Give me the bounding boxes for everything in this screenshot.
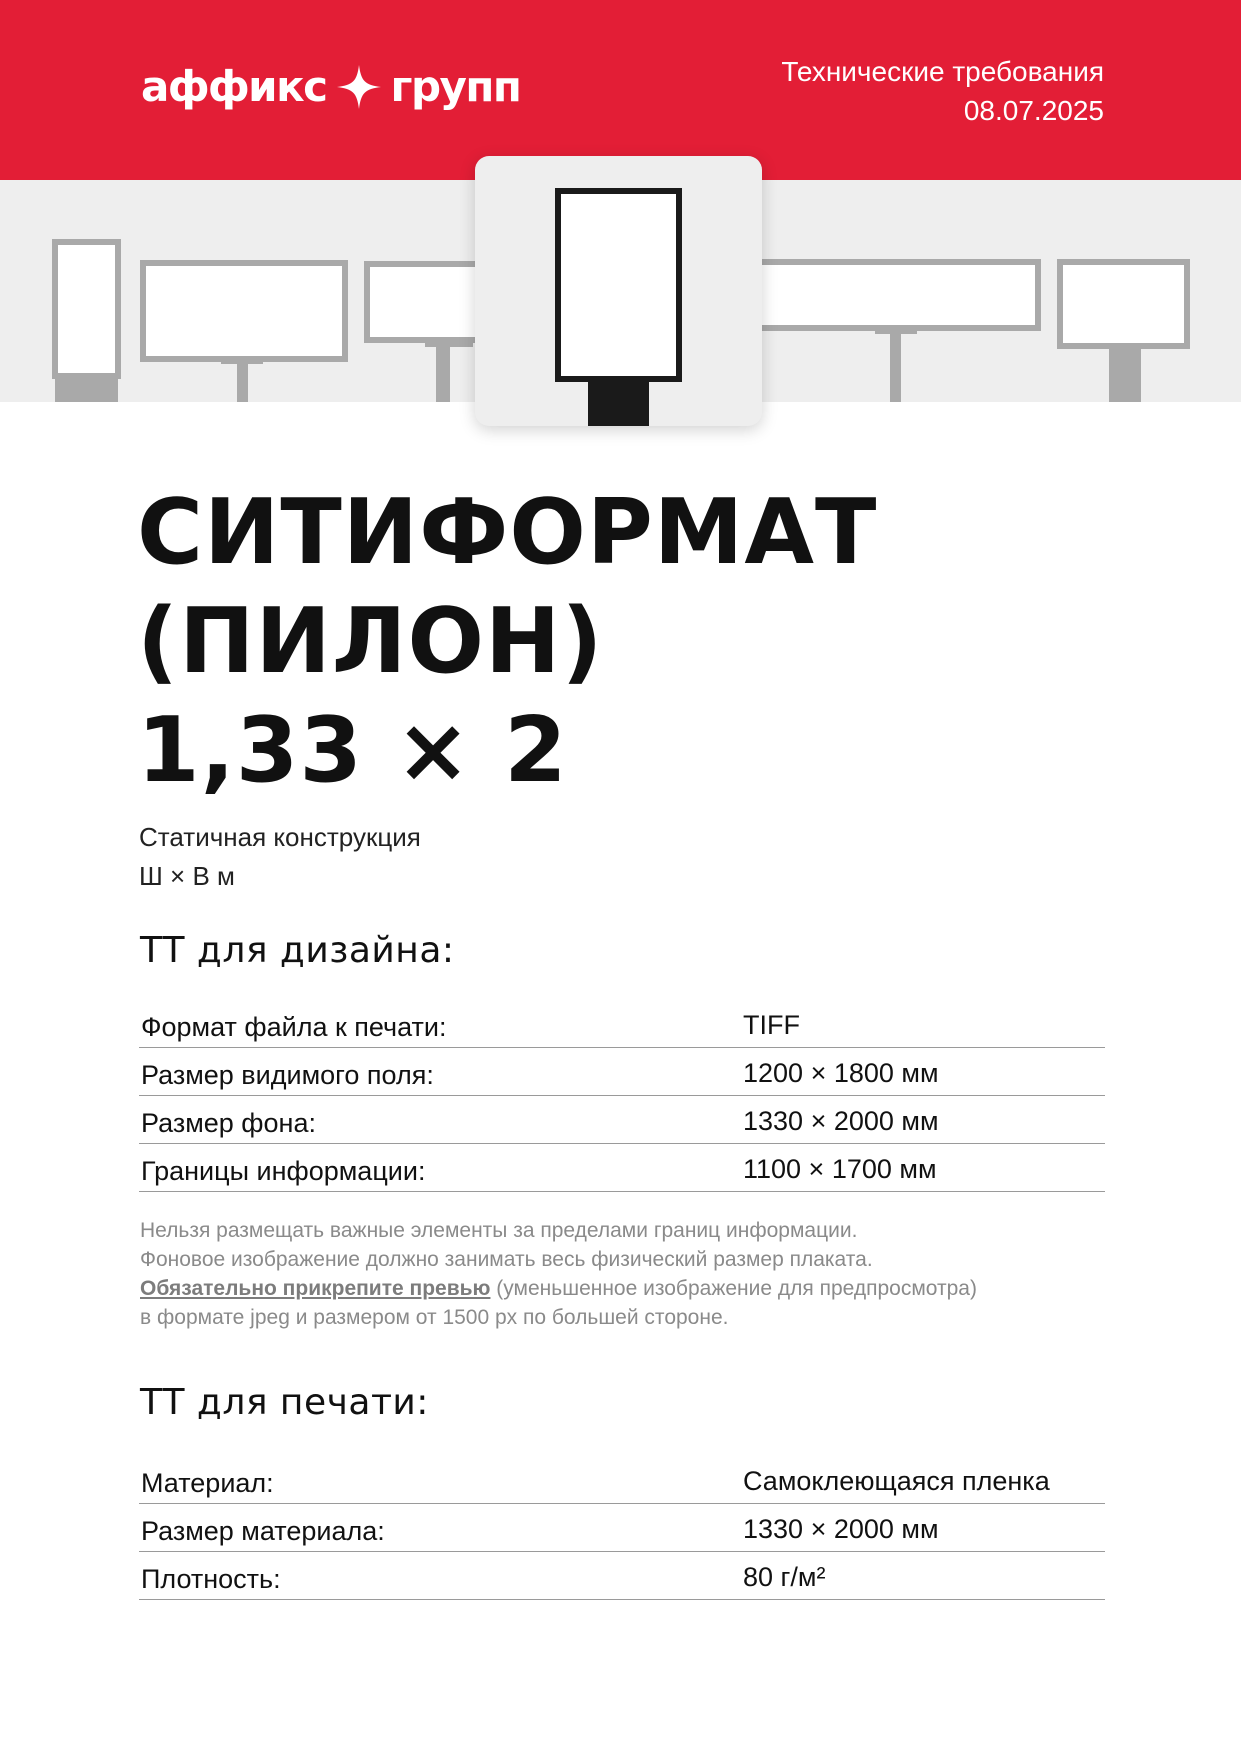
header-bar — [0, 0, 1241, 180]
document-info — [781, 52, 1104, 130]
spec-label: Формат файла к печати: — [141, 1012, 447, 1042]
logo-text-left: аффикс — [141, 62, 327, 111]
wide-billboard-outline-icon — [745, 262, 1038, 402]
print-section-heading: ТТ для печати: — [140, 1382, 429, 1423]
note-line: Фоновое изображение должно занимать весь физический размер плаката. — [140, 1248, 873, 1271]
billboard-right-outline-icon — [1060, 262, 1187, 402]
spec-label: Размер видимого поля: — [141, 1060, 434, 1090]
spec-row — [139, 1504, 1105, 1552]
spec-value: 1100 × 1700 мм — [743, 1154, 937, 1184]
note-line: Нельзя размещать важные элементы за пределами границ информации. — [140, 1219, 858, 1242]
spec-value: 1200 × 1800 мм — [743, 1058, 939, 1088]
spec-label: Границы информации: — [141, 1156, 426, 1186]
spec-value: TIFF — [743, 1010, 800, 1040]
subtitle — [139, 818, 421, 896]
construction-type: Статичная конструкция — [139, 822, 421, 852]
spec-value: Самоклеющаяся пленка — [743, 1466, 1050, 1496]
logo-text-right: групп — [390, 62, 521, 111]
note-line: в формате jpeg и размером от 1500 px по большей стороне. — [140, 1306, 729, 1329]
title-line-format: СИТИФОРМАТ — [137, 480, 878, 585]
spec-row — [139, 1552, 1105, 1600]
spec-value: 80 г/м² — [743, 1562, 826, 1592]
selected-format-card — [475, 156, 762, 426]
note-line — [140, 1274, 1100, 1303]
note-line-rest: (уменьшенное изображение для предпросмотра) — [490, 1277, 977, 1300]
dimensions-hint: Ш × В м — [139, 861, 235, 891]
spec-value: 1330 × 2000 мм — [743, 1106, 939, 1136]
spec-label: Размер фона: — [141, 1108, 316, 1138]
pylon-outline-icon — [55, 242, 118, 402]
print-spec-table — [139, 1456, 1105, 1600]
document-type: Технические требования — [781, 56, 1104, 87]
spec-row — [139, 1144, 1105, 1192]
design-note — [140, 1216, 1100, 1332]
design-spec-table — [139, 1000, 1105, 1192]
spec-row — [139, 1000, 1105, 1048]
spec-label: Материал: — [141, 1468, 274, 1498]
spec-label: Размер материала: — [141, 1516, 385, 1546]
page-title — [137, 478, 877, 805]
attach-preview-link[interactable]: Обязательно прикрепите превью — [140, 1277, 491, 1300]
spec-label: Плотность: — [141, 1564, 281, 1594]
title-line-type: (ПИЛОН) — [137, 589, 604, 694]
spec-row — [139, 1456, 1105, 1504]
spec-row — [139, 1048, 1105, 1096]
cityformat-pylon-icon — [475, 156, 762, 426]
design-section-heading: ТТ для дизайна: — [140, 930, 455, 971]
document-date: 08.07.2025 — [963, 95, 1104, 126]
spec-row — [139, 1096, 1105, 1144]
logo-sparkle-icon — [335, 63, 383, 111]
title-line-size: 1,33 × 2 — [137, 698, 568, 803]
company-logo — [141, 62, 520, 111]
spec-value: 1330 × 2000 мм — [743, 1514, 939, 1544]
billboard-outline-icon — [143, 263, 345, 402]
